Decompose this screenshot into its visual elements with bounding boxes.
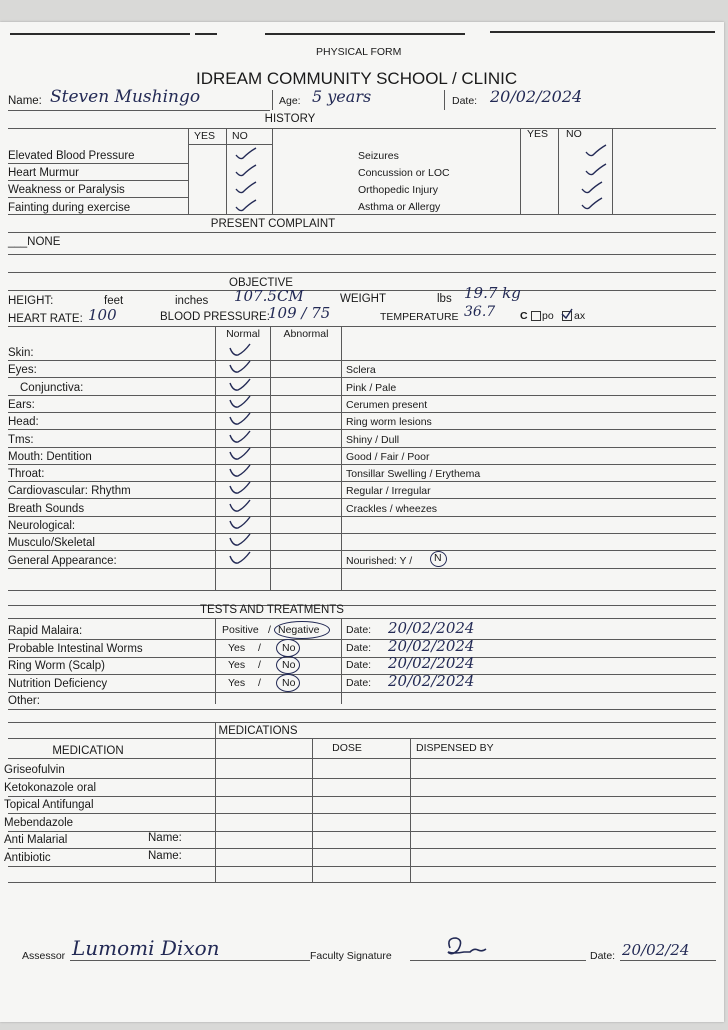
row-divider bbox=[8, 516, 716, 517]
exam-row-note: Crackles / wheezes bbox=[346, 503, 438, 515]
medication-name: Topical Antifungal bbox=[4, 799, 94, 811]
test-row-label: Other: bbox=[8, 695, 40, 707]
medication-name: Antibiotic bbox=[4, 852, 51, 864]
check-icon bbox=[228, 532, 252, 548]
top-rule bbox=[490, 31, 715, 33]
temperature-unit-c: C bbox=[520, 310, 528, 322]
row-divider bbox=[8, 377, 716, 378]
test-date-value: 20/02/2024 bbox=[388, 637, 475, 655]
test-date-label: Date: bbox=[346, 677, 372, 689]
medication-name-field-label: Name: bbox=[148, 832, 182, 844]
faculty-signature-label: Faculty Signature bbox=[310, 950, 392, 962]
assessor-signature: Lumomi Dixon bbox=[72, 936, 220, 960]
row-divider bbox=[8, 692, 716, 693]
history-yes-header-right: YES bbox=[527, 128, 549, 140]
medication-name-field-label: Name: bbox=[148, 850, 182, 862]
temperature-label: TEMPERATURE bbox=[380, 311, 459, 323]
test-option-1: Yes bbox=[228, 659, 246, 671]
history-item: Concussion or LOC bbox=[358, 167, 450, 179]
check-icon bbox=[228, 394, 252, 410]
footer-date-value: 20/02/24 bbox=[622, 941, 690, 959]
row-divider bbox=[8, 796, 716, 797]
history-no-header-right: NO bbox=[566, 128, 582, 140]
physical-form-page bbox=[0, 22, 724, 1022]
exam-row-note: Sclera bbox=[346, 364, 376, 376]
row-divider bbox=[8, 412, 716, 413]
exam-row-label: Neurological: bbox=[8, 520, 76, 532]
test-option-separator: / bbox=[268, 624, 271, 636]
history-item: Elevated Blood Pressure bbox=[8, 150, 135, 162]
medications-title: MEDICATIONS bbox=[218, 725, 298, 737]
ax-check-icon bbox=[561, 308, 573, 320]
exam-row-note: Ring worm lesions bbox=[346, 416, 432, 428]
weight-value: 19.7 kg bbox=[464, 284, 521, 302]
check-icon bbox=[228, 446, 252, 462]
history-no-header: NO bbox=[232, 130, 248, 142]
test-option-1: Yes bbox=[228, 677, 246, 689]
normal-header: Normal bbox=[226, 328, 260, 340]
check-icon bbox=[228, 463, 252, 479]
abnormal-header: Abnormal bbox=[283, 328, 329, 340]
test-date-value: 20/02/2024 bbox=[388, 619, 475, 637]
footer-date-label: Date: bbox=[590, 950, 616, 962]
check-icon bbox=[234, 180, 258, 196]
test-date-label: Date: bbox=[346, 659, 372, 671]
check-icon bbox=[228, 550, 252, 566]
exam-row-label: Musculo/Skeletal bbox=[8, 537, 95, 549]
exam-row-label: Mouth: Dentition bbox=[8, 451, 92, 463]
selected-option-circle bbox=[276, 674, 300, 692]
selected-option-circle bbox=[276, 639, 300, 657]
test-row-label: Ring Worm (Scalp) bbox=[8, 660, 105, 672]
test-date-value: 20/02/2024 bbox=[388, 654, 475, 672]
bp-value: 109 / 75 bbox=[268, 304, 331, 322]
history-title: HISTORY bbox=[264, 113, 316, 125]
exam-row-label: Breath Sounds bbox=[8, 503, 85, 515]
complaint-title: PRESENT COMPLAINT bbox=[210, 218, 336, 230]
check-icon bbox=[228, 377, 252, 393]
medication-name: Griseofulvin bbox=[4, 764, 65, 776]
po-checkbox[interactable] bbox=[531, 311, 541, 321]
exam-row-note: Tonsillar Swelling / Erythema bbox=[346, 468, 481, 480]
nourished-choice: N bbox=[434, 552, 442, 564]
test-option-2: No bbox=[282, 642, 296, 654]
test-option-1: Positive bbox=[222, 624, 259, 636]
age-value: 5 years bbox=[312, 87, 372, 106]
medication-col-header: MEDICATION bbox=[52, 745, 124, 757]
top-rule bbox=[265, 33, 465, 35]
exam-row-label: Eyes: bbox=[8, 364, 37, 376]
exam-row-note: Cerumen present bbox=[346, 399, 428, 411]
complaint-value: ___NONE bbox=[8, 236, 61, 248]
check-icon bbox=[228, 515, 252, 531]
row-divider bbox=[8, 882, 716, 883]
test-option-2: Negative bbox=[278, 624, 320, 636]
check-icon bbox=[228, 411, 252, 427]
exam-row-label: Cardiovascular: Rhythm bbox=[8, 485, 131, 497]
check-icon bbox=[228, 480, 252, 496]
test-row-label: Rapid Malaira: bbox=[8, 625, 83, 637]
medication-name: Ketokonazole oral bbox=[4, 782, 97, 794]
exam-row-note: Shiny / Dull bbox=[346, 434, 400, 446]
medication-name: Anti Malarial bbox=[4, 834, 68, 846]
row-divider bbox=[8, 568, 716, 569]
row-divider bbox=[8, 481, 716, 482]
tests-title: TESTS AND TREATMENTS bbox=[200, 604, 344, 616]
row-divider bbox=[8, 639, 716, 640]
row-divider bbox=[8, 429, 716, 430]
exam-row-label: Tms: bbox=[8, 434, 34, 446]
objective-title: OBJECTIVE bbox=[229, 277, 293, 289]
row-divider bbox=[8, 657, 716, 658]
weight-label: WEIGHT bbox=[340, 293, 386, 305]
history-yes-header: YES bbox=[194, 130, 216, 142]
row-divider bbox=[8, 848, 716, 849]
history-item: Weakness or Paralysis bbox=[8, 184, 125, 196]
check-icon bbox=[234, 146, 258, 162]
check-icon bbox=[234, 198, 258, 214]
check-icon bbox=[228, 429, 252, 445]
height-label: HEIGHT: bbox=[8, 295, 54, 307]
age-label: Age: bbox=[279, 95, 301, 107]
exam-row-note: Regular / Irregular bbox=[346, 485, 431, 497]
row-divider bbox=[8, 813, 716, 814]
exam-row-note: Nourished: Y / bbox=[346, 555, 413, 567]
exam-row-label: Skin: bbox=[8, 347, 34, 359]
exam-row-note: Good / Fair / Poor bbox=[346, 451, 430, 463]
row-divider bbox=[8, 498, 716, 499]
row-divider bbox=[8, 831, 716, 832]
feet-label: feet bbox=[104, 295, 124, 307]
test-option-separator: / bbox=[258, 642, 261, 654]
row-divider bbox=[8, 778, 716, 779]
exam-row-label: Throat: bbox=[8, 468, 45, 480]
inches-label: inches bbox=[175, 295, 209, 307]
medication-name: Mebendazole bbox=[4, 817, 74, 829]
ax-label: ax bbox=[574, 310, 586, 322]
selected-option-circle bbox=[274, 621, 330, 639]
row-divider bbox=[8, 395, 716, 396]
top-rule bbox=[10, 33, 190, 35]
test-row-label: Nutrition Deficiency bbox=[8, 678, 108, 690]
history-item: Asthma or Allergy bbox=[358, 201, 441, 213]
top-rule bbox=[195, 33, 217, 35]
test-row-label: Probable Intestinal Worms bbox=[8, 643, 143, 655]
exam-row-label: Conjunctiva: bbox=[20, 382, 84, 394]
po-label: po bbox=[542, 310, 554, 322]
heart-rate-value: 100 bbox=[88, 306, 117, 324]
row-divider bbox=[8, 447, 716, 448]
history-item: Heart Murmur bbox=[8, 167, 79, 179]
faculty-signature-mark bbox=[440, 934, 490, 960]
history-item: Fainting during exercise bbox=[8, 202, 131, 214]
check-icon bbox=[228, 342, 252, 358]
test-date-value: 20/02/2024 bbox=[388, 672, 475, 690]
heart-rate-label: HEART RATE: bbox=[8, 313, 83, 325]
row-divider bbox=[8, 674, 716, 675]
selected-option-circle bbox=[276, 656, 300, 674]
row-divider bbox=[8, 709, 716, 710]
exam-row-label: General Appearance: bbox=[8, 555, 117, 567]
row-divider bbox=[8, 464, 716, 465]
check-icon bbox=[580, 196, 604, 212]
history-item: Orthopedic Injury bbox=[358, 184, 438, 196]
history-item: Seizures bbox=[358, 150, 399, 162]
row-divider bbox=[8, 533, 716, 534]
assessor-label: Assessor bbox=[22, 950, 66, 962]
row-divider bbox=[8, 360, 716, 361]
exam-row-label: Ears: bbox=[8, 399, 35, 411]
exam-row-note: Pink / Pale bbox=[346, 382, 397, 394]
temperature-value: 36.7 bbox=[464, 304, 496, 320]
check-icon bbox=[580, 180, 604, 196]
check-icon bbox=[584, 162, 608, 178]
bp-label: BLOOD PRESSURE: bbox=[160, 311, 270, 323]
test-date-label: Date: bbox=[346, 624, 372, 636]
name-value: Steven Mushingo bbox=[50, 87, 201, 107]
dose-col-header: DOSE bbox=[332, 742, 362, 754]
date-label: Date: bbox=[452, 95, 478, 107]
test-option-2: No bbox=[282, 659, 296, 671]
height-value: 107.5CM bbox=[234, 287, 304, 305]
check-icon bbox=[234, 163, 258, 179]
check-icon bbox=[228, 498, 252, 514]
header-date-value: 20/02/2024 bbox=[490, 87, 583, 106]
test-date-label: Date: bbox=[346, 642, 372, 654]
row-divider bbox=[8, 550, 716, 551]
check-icon bbox=[584, 143, 608, 159]
check-icon bbox=[228, 359, 252, 375]
test-option-separator: / bbox=[258, 659, 261, 671]
school-title: IDREAM COMMUNITY SCHOOL / CLINIC bbox=[196, 69, 518, 88]
dispensed-col-header: DISPENSED BY bbox=[416, 742, 494, 754]
lbs-label: lbs bbox=[437, 293, 452, 305]
test-option-2: No bbox=[282, 677, 296, 689]
test-option-1: Yes bbox=[228, 642, 246, 654]
name-label: Name: bbox=[8, 95, 42, 107]
form-label: PHYSICAL FORM bbox=[316, 46, 402, 58]
test-option-separator: / bbox=[258, 677, 261, 689]
row-divider bbox=[8, 866, 716, 867]
exam-row-label: Head: bbox=[8, 416, 39, 428]
